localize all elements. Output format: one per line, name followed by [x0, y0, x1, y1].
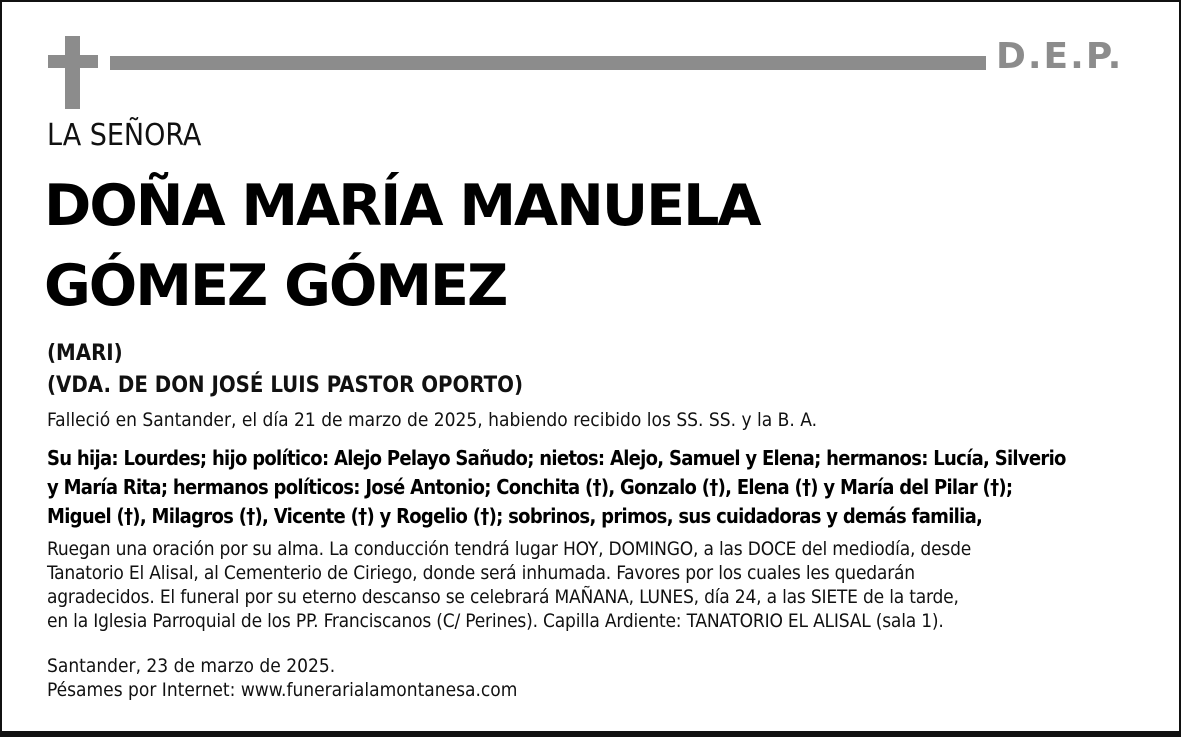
latin-cross-icon — [48, 36, 98, 109]
service-details — [47, 537, 971, 633]
name-line-1: DOÑA MARÍA MANUELA — [44, 173, 760, 239]
death-notice: Falleció en Santander, el día 21 de marzo de 2025, habiendo recibido los SS. SS. y la B. A. — [47, 409, 818, 431]
header-rule — [110, 56, 986, 70]
family-line: Su hija: Lourdes; hijo político: Alejo Pelayo Sañudo; nietos: Alejo, Samuel y Elena; hermanos: Lucía, Silverio — [47, 446, 1066, 470]
service-line: agradecidos. El funeral por su eterno descanso se celebrará MAÑANA, LUNES, día 24, a las SIETE de la tarde, — [47, 586, 959, 608]
condolences-line: Pésames por Internet: www.funerarialamontanesa.com — [47, 679, 518, 701]
footer — [47, 654, 517, 702]
cross-horizontal-bar — [48, 55, 98, 68]
nickname: (MARI) — [47, 341, 123, 366]
name-line-2: GÓMEZ GÓMEZ — [44, 253, 507, 319]
family-line: y María Rita; hermanos políticos: José Antonio; Conchita (†), Gonzalo (†), Elena (†) y María del Pilar (†); — [47, 475, 1013, 499]
place-date: Santander, 23 de marzo de 2025. — [47, 655, 336, 677]
widow-of: (VDA. DE DON JOSÉ LUIS PASTOR OPORTO) — [47, 373, 524, 398]
service-line: Tanatorio El Alisal, al Cementerio de Ciriego, donde será inhumada. Favores por los cuales les quedarán — [47, 562, 915, 584]
service-line: en la Iglesia Parroquial de los PP. Franciscanos (C/ Perines). Capilla Ardiente: TANATORIO EL ALISAL (sala 1). — [47, 610, 944, 632]
deceased-name — [44, 166, 760, 326]
service-line: Ruegan una oración por su alma. La conducción tendrá lugar HOY, DOMINGO, a las DOCE del mediodía, desde — [47, 538, 972, 560]
family-line: Miguel (†), Milagros (†), Vicente (†) y Rogelio (†); sobrinos, primos, sus cuidadoras y demás familia, — [47, 504, 983, 528]
family-list — [47, 444, 1127, 531]
deceased-aliases — [47, 338, 523, 402]
dep-mark: D.E.P. — [996, 36, 1124, 77]
honorific-title: LA SEÑORA — [47, 118, 202, 153]
cross-vertical-bar — [65, 36, 80, 109]
